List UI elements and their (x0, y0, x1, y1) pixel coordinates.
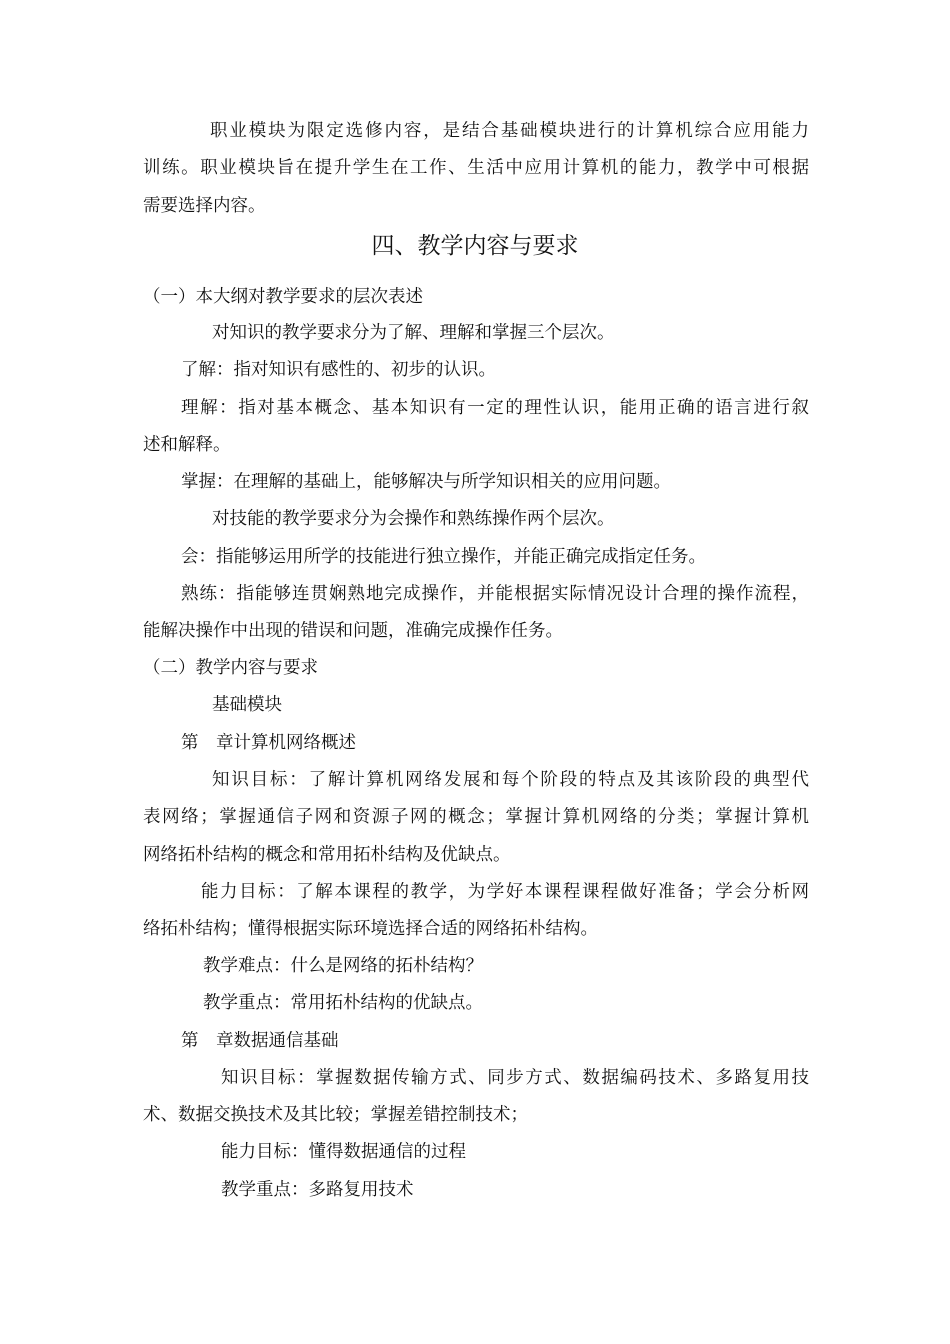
definition-understand: 了解：指对知识有感性的、初步的认识。 (181, 360, 496, 380)
subsection-title: （二）教学内容与要求 (143, 658, 318, 678)
definition-proficient-line: 熟练：指能够连贯娴熟地完成操作，并能根据实际情况设计合理的操作流程， (181, 584, 809, 604)
chapter2-ability: 能力目标：懂得数据通信的过程 (221, 1142, 466, 1162)
knowledge-levels-text: 对知识的教学要求分为了解、理解和掌握三个层次。 (212, 323, 615, 343)
definition-comprehend-line: 理解：指对基本概念、基本知识有一定的理性认识，能用正确的语言进行叙 (181, 398, 809, 418)
definition-master: 掌握：在理解的基础上，能够解决与所学知识相关的应用问题。 (181, 472, 671, 492)
intro-paragraph-line: 职业模块为限定选修内容，是结合基础模块进行的计算机综合应用能力 (210, 121, 809, 141)
skill-levels-text: 对技能的教学要求分为会操作和熟练操作两个层次。 (212, 509, 615, 529)
definition-proficient-line: 能解决操作中出现的错误和问题，准确完成操作任务。 (143, 621, 563, 641)
chapter1-key-point: 教学重点：常用拓朴结构的优缺点。 (203, 993, 483, 1013)
chapter1-knowledge-line: 表网络；掌握通信子网和资源子网的概念；掌握计算机网络的分类；掌握计算机 (143, 807, 809, 827)
chapter2-knowledge-line: 知识目标：掌握数据传输方式、同步方式、数据编码技术、多路复用技 (221, 1068, 809, 1088)
chapter2-key-point: 教学重点：多路复用技术 (221, 1180, 414, 1200)
module-label: 基础模块 (212, 695, 282, 715)
intro-paragraph-line: 需要选择内容。 (143, 196, 266, 216)
definition-can-operate: 会：指能够运用所学的技能进行独立操作，并能正确完成指定任务。 (181, 547, 706, 567)
intro-paragraph-line: 训练。职业模块旨在提升学生在工作、生活中应用计算机的能力，教学中可根据 (143, 158, 809, 178)
chapter1-knowledge-line: 网络拓朴结构的概念和常用拓朴结构及优缺点。 (143, 845, 511, 865)
section-title: 四、教学内容与要求 (371, 233, 579, 259)
chapter1-ability-line: 能力目标：了解本课程的教学，为学好本课程课程做好准备；学会分析网 (201, 882, 809, 902)
definition-comprehend-line: 述和解释。 (143, 435, 231, 455)
chapter2-knowledge-line: 术、数据交换技术及其比较；掌握差错控制技术； (143, 1105, 528, 1125)
chapter1-knowledge-line: 知识目标：了解计算机网络发展和每个阶段的特点及其该阶段的典型代 (212, 770, 809, 790)
chapter1-difficulty: 教学难点：什么是网络的拓朴结构？ (203, 956, 483, 976)
chapter1-ability-line: 络拓朴结构；懂得根据实际环境选择合适的网络拓朴结构。 (143, 919, 598, 939)
subsection-title: （一）本大纲对教学要求的层次表述 (143, 287, 423, 307)
chapter-title: 第 章计算机网络概述 (181, 733, 356, 753)
chapter-title: 第 章数据通信基础 (181, 1031, 339, 1051)
